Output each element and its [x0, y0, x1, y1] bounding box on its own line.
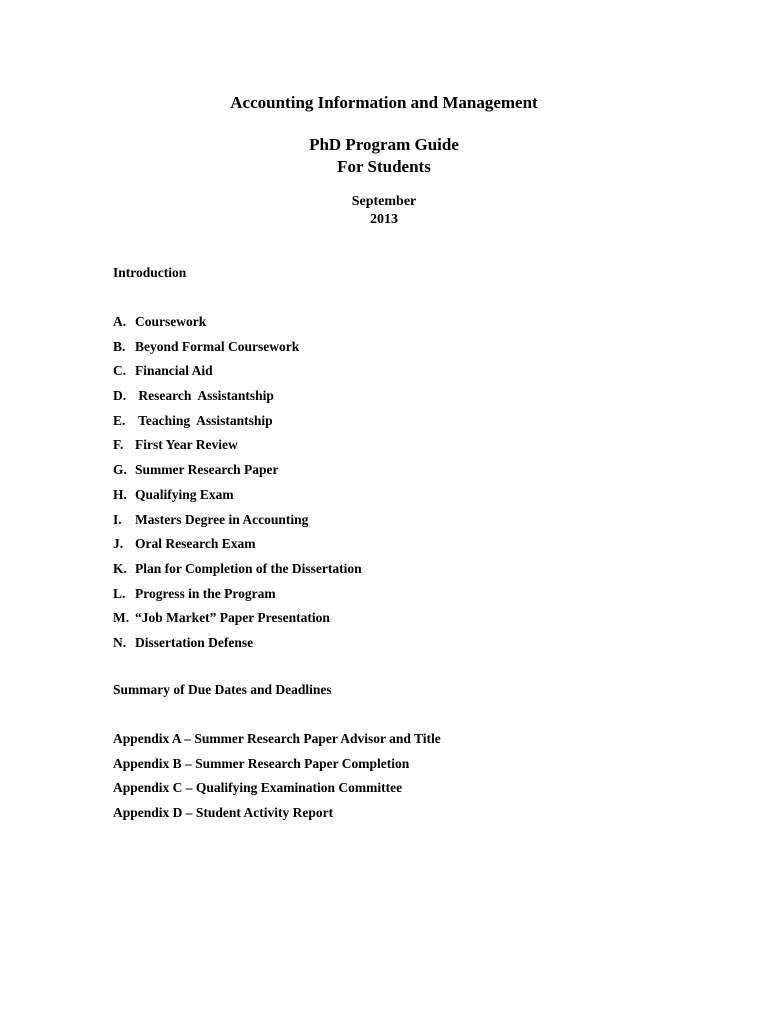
appendix-item: Appendix C – Qualifying Examination Committee	[113, 780, 403, 796]
toc-item	[113, 461, 362, 486]
toc-item	[113, 511, 362, 536]
toc-item	[113, 560, 362, 585]
toc-item	[113, 486, 362, 511]
document-date	[0, 193, 768, 229]
toc-item	[113, 436, 362, 461]
toc-item-label: Masters Degree in Accounting	[135, 511, 309, 527]
toc-item-label: Summer Research Paper	[135, 462, 279, 478]
toc-item-label: Coursework	[135, 314, 207, 329]
toc-item-letter: G.	[113, 462, 127, 478]
toc-item	[113, 609, 362, 634]
toc-item	[113, 634, 362, 659]
toc-item-letter: A.	[113, 314, 127, 329]
toc-item-letter: L.	[113, 585, 126, 601]
toc-item	[113, 362, 362, 387]
toc-item-letter: K.	[113, 560, 127, 576]
toc-item-letter: N.	[113, 634, 127, 650]
toc-item-letter: B.	[113, 338, 126, 354]
toc-item-label: Progress in the Program	[135, 585, 276, 601]
toc-item-label: “Job Market” Paper Presentation	[135, 610, 330, 626]
toc-item	[113, 412, 362, 437]
toc-item-letter: C.	[113, 363, 127, 379]
toc-item	[113, 338, 362, 363]
toc-item	[113, 585, 362, 610]
toc-item	[113, 313, 362, 338]
toc-item-label: Beyond Formal Coursework	[135, 338, 300, 354]
document-title: Accounting Information and Management	[230, 93, 538, 112]
toc-item-letter: J.	[113, 536, 124, 552]
toc-item-label: Qualifying Exam	[135, 486, 234, 502]
subtitle-line-2: For Students	[337, 157, 431, 176]
toc-summary-deadlines: Summary of Due Dates and Deadlines	[113, 682, 332, 697]
toc-item-label: Plan for Completion of the Dissertation	[135, 560, 362, 576]
toc-item	[113, 535, 362, 560]
subtitle-line-1: PhD Program Guide	[309, 135, 459, 154]
toc-item-label: Research Assistantship	[135, 388, 274, 404]
toc-item-label: Oral Research Exam	[135, 536, 256, 552]
date-year: 2013	[370, 212, 398, 227]
toc-item-letter: F.	[113, 437, 124, 453]
toc-item-label: Teaching Assistantship	[135, 412, 273, 428]
appendix-item: Appendix B – Summer Research Paper Completion	[113, 755, 410, 771]
appendix-item: Appendix D – Student Activity Report	[113, 804, 334, 820]
table-of-contents	[113, 313, 362, 659]
appendix-list	[113, 730, 441, 828]
toc-introduction: Introduction	[113, 265, 187, 280]
toc-item-letter: D.	[113, 388, 127, 404]
toc-item-letter: I.	[113, 511, 122, 527]
toc-item-label: Financial Aid	[135, 363, 213, 379]
toc-item-letter: E.	[113, 412, 126, 428]
toc-item	[113, 387, 362, 412]
appendix-item: Appendix A – Summer Research Paper Advisor and Title	[113, 731, 441, 746]
toc-item-label: Dissertation Defense	[135, 634, 254, 650]
toc-item-letter: M.	[113, 610, 130, 626]
document-subtitle	[0, 134, 768, 178]
toc-item-label: First Year Review	[135, 437, 238, 453]
date-month: September	[351, 194, 417, 209]
toc-item-letter: H.	[113, 486, 127, 502]
